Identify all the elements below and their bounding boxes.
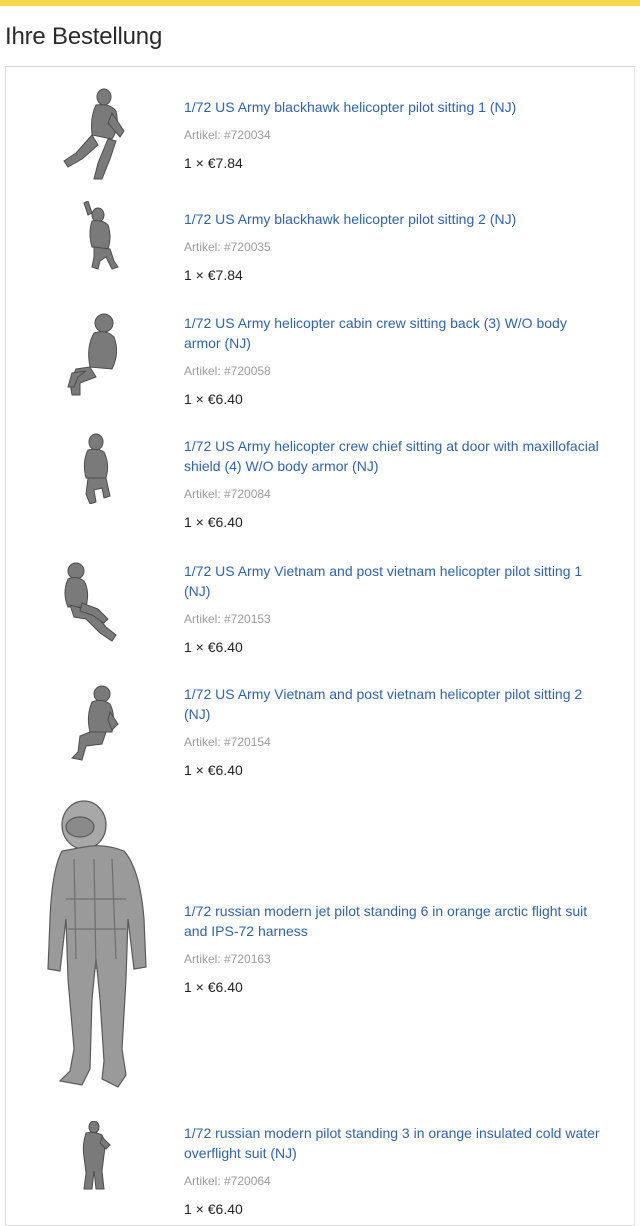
standing-pilot-figure-icon bbox=[46, 799, 150, 1097]
product-image[interactable] bbox=[46, 561, 150, 643]
seated-pilot-figure-icon bbox=[46, 561, 150, 643]
product-image[interactable] bbox=[46, 432, 150, 504]
accent-bar bbox=[0, 0, 640, 6]
product-sku: Artikel: #720034 bbox=[184, 128, 271, 142]
product-link[interactable]: 1/72 russian modern pilot standing 3 in orange insulated cold water overflight suit (NJ) bbox=[184, 1125, 600, 1161]
seated-pilot-figure-icon bbox=[46, 201, 150, 271]
seated-pilot-figure-icon bbox=[46, 684, 150, 762]
product-quantity-price: 1 × €6.40 bbox=[184, 1201, 243, 1217]
seated-crew-figure-icon bbox=[46, 313, 150, 399]
product-quantity-price: 1 × €6.40 bbox=[184, 514, 243, 530]
product-image[interactable] bbox=[46, 1121, 150, 1191]
product-link[interactable]: 1/72 US Army blackhawk helicopter pilot sitting 2 (NJ) bbox=[184, 211, 517, 227]
product-link[interactable]: 1/72 US Army helicopter cabin crew sitting back (3) W/O body armor (NJ) bbox=[184, 315, 567, 351]
order-summary bbox=[5, 66, 635, 1226]
product-sku: Artikel: #720064 bbox=[184, 1174, 271, 1188]
standing-pilot-figure-icon bbox=[46, 1121, 150, 1191]
page-title: Ihre Bestellung bbox=[5, 23, 163, 50]
product-sku: Artikel: #720058 bbox=[184, 364, 271, 378]
product-image[interactable] bbox=[46, 313, 150, 399]
product-quantity-price: 1 × €7.84 bbox=[184, 155, 243, 171]
product-image[interactable] bbox=[46, 201, 150, 271]
product-image[interactable] bbox=[46, 87, 150, 183]
product-link[interactable]: 1/72 US Army Vietnam and post vietnam helicopter pilot sitting 1 (NJ) bbox=[184, 563, 583, 599]
seated-pilot-figure-icon bbox=[46, 87, 150, 183]
seated-crew-figure-icon bbox=[46, 432, 150, 504]
product-link[interactable]: 1/72 US Army Vietnam and post vietnam helicopter pilot sitting 2 (NJ) bbox=[184, 686, 583, 722]
product-link[interactable]: 1/72 US Army helicopter crew chief sitting at door with maxillofacial shield (4) W/O body armor (NJ) bbox=[184, 438, 599, 474]
product-sku: Artikel: #720163 bbox=[184, 952, 271, 966]
product-quantity-price: 1 × €6.40 bbox=[184, 979, 243, 995]
product-quantity-price: 1 × €6.40 bbox=[184, 391, 243, 407]
product-sku: Artikel: #720153 bbox=[184, 612, 271, 626]
product-image[interactable] bbox=[46, 684, 150, 762]
product-sku: Artikel: #720154 bbox=[184, 735, 271, 749]
product-link[interactable]: 1/72 US Army blackhawk helicopter pilot sitting 1 (NJ) bbox=[184, 99, 517, 115]
product-quantity-price: 1 × €6.40 bbox=[184, 762, 243, 778]
product-sku: Artikel: #720084 bbox=[184, 487, 271, 501]
product-link[interactable]: 1/72 russian modern jet pilot standing 6 in orange arctic flight suit and IPS-72 harness bbox=[184, 903, 588, 939]
product-quantity-price: 1 × €7.84 bbox=[184, 267, 243, 283]
product-sku: Artikel: #720035 bbox=[184, 240, 271, 254]
product-image[interactable] bbox=[46, 799, 150, 1097]
product-quantity-price: 1 × €6.40 bbox=[184, 639, 243, 655]
